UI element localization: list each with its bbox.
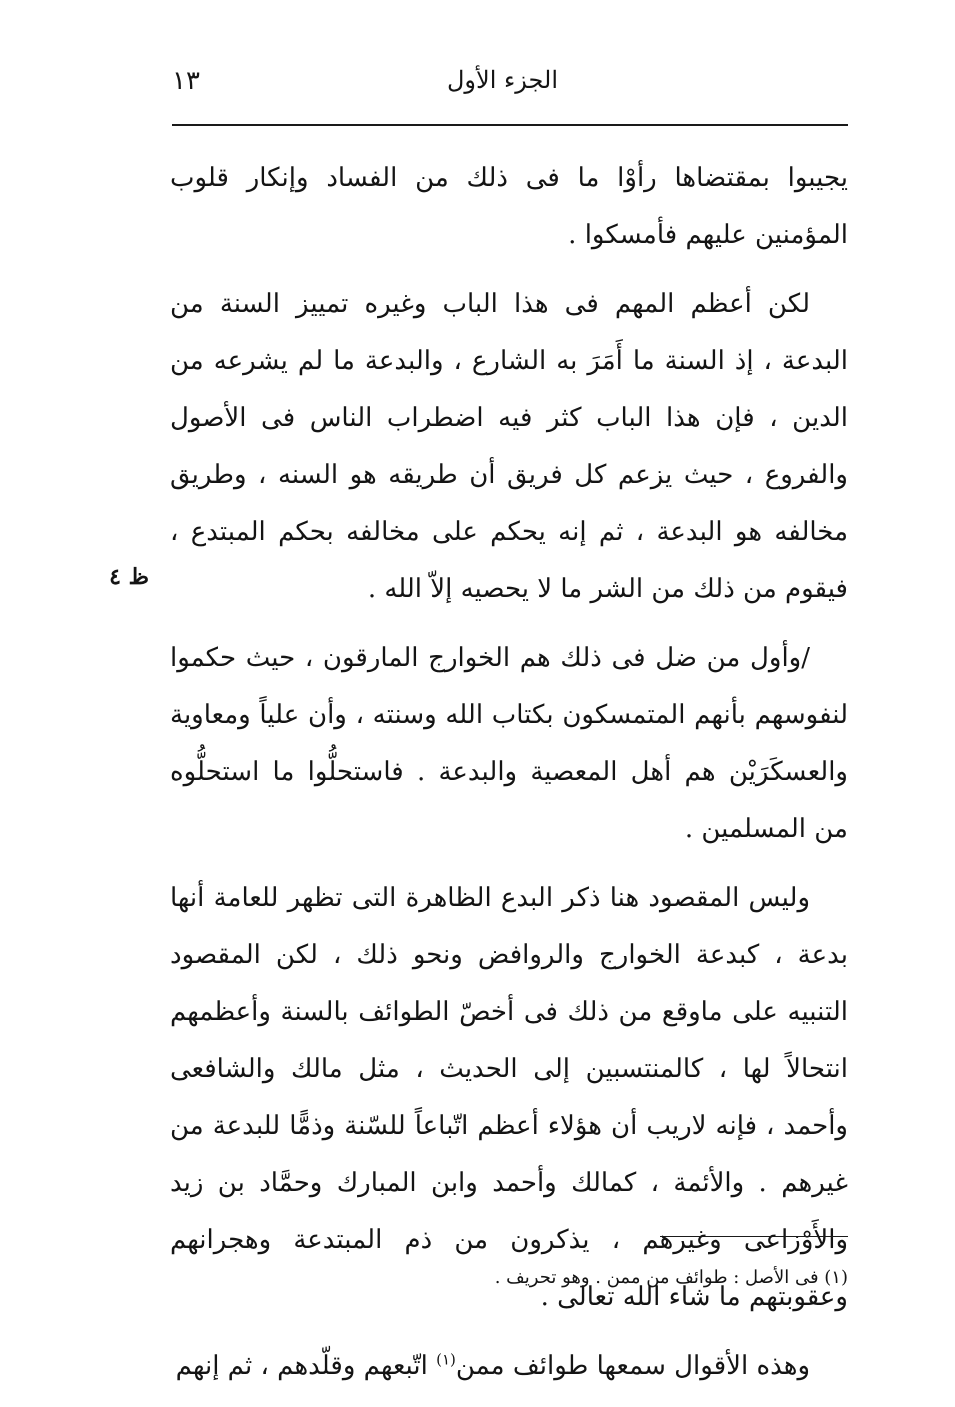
footnote-divider bbox=[660, 1236, 848, 1237]
paragraph-final bbox=[170, 1338, 848, 1395]
paragraph-sunna-bidah: لكن أعظم المهم فى هذا الباب وغيره تمييز السنة من البدعة ، إذ السنة ما أَمَرَ به الشارع ، والبدعة ما لم يشرعه من الدين ، فإن هذا الباب كثر فيه اضطراب الناس فى الأصول والفروع ، حيث يزعم كل فريق أن طريقه هو السنه ، وطريق مخالفه هو البدعة ، ثم إنه يحكم على مخالفه بحكم المبتدع ، فيقوم من ذلك من الشر ما لا يحصيه إلاّ الله . bbox=[170, 289, 848, 604]
paragraph-khawarij: /وأول من ضل فى ذلك هم الخوارج المارقون ، حيث حكموا لنفوسهم بأنهم المتمسكون بكتاب الله وسنته ، وأن علياً ومعاوية والعسكَرَيْن هم أهل المعصية والبدعة . فاستحلُّوا ما استحلُّوه من المسلمين . bbox=[170, 643, 848, 844]
running-head bbox=[172, 62, 848, 102]
paragraph-continuation: يجيبوا بمقتضاها رأوْا ما فى ذلك من الفساد وإنكار قلوب المؤمنين عليهم فأمسكوا . bbox=[170, 163, 848, 250]
page-number: ١٣ bbox=[172, 66, 200, 96]
footnote-reference: (١) bbox=[436, 1350, 456, 1369]
header-divider bbox=[172, 124, 848, 126]
footnote: (١) فى الأصل : طوائف من ممن . وهو تحريف . bbox=[494, 1267, 848, 1288]
manuscript-folio-marker: ظ ٤ bbox=[109, 564, 149, 590]
running-head-title: الجزء الأول bbox=[446, 66, 558, 94]
paragraph-imams: وليس المقصود هنا ذكر البدع الظاهرة التى تظهر للعامة أنها بدعة ، كبدعة الخوارج والروافض ونحو ذلك ، لكن المقصود التنبيه على ماوقع من ذلك فى أخصّ الطوائف بالسنة وأعظمهم انتحالاً لها ، كالمنتسبين إلى الحديث ، مثل مالك والشافعى وأحمد ، فإنه لاريب أن هؤلاء أعظم اتّباعاً للسّنة وذمًّا للبدعة من غيرهم . والأئمة ، كمالك وأحمد وابن المبارك وحمَّاد بن زيد والأَوْزاعى وغيرهم ، يذكرون من ذم المبتدعة وهجرانهم وعقوبتهم ما شاء الله تعالى . bbox=[170, 883, 848, 1312]
final-text-end: اتّبعهم وقلّدهم ، ثم إنهم bbox=[175, 1351, 437, 1381]
main-text bbox=[170, 150, 848, 1407]
final-text-start: وهذه الأقوال سمعها طوائف ممن bbox=[455, 1351, 810, 1381]
